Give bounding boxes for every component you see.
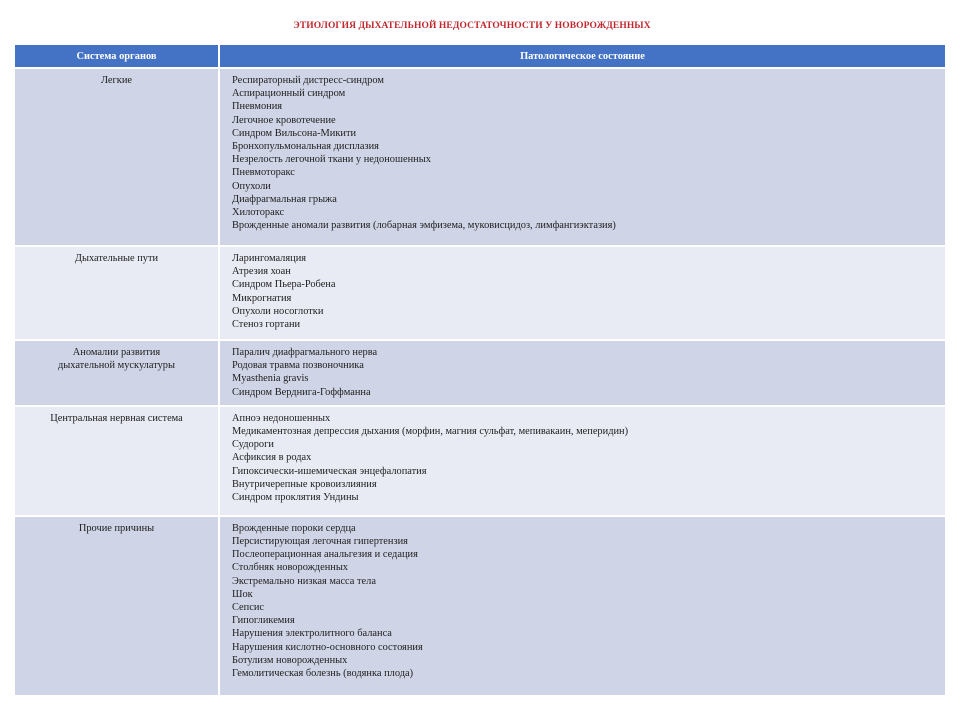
system-label: Центральная нервная система	[50, 412, 183, 424]
condition-cell	[219, 406, 945, 516]
system-label: дыхательной мускулатуры	[58, 360, 175, 372]
condition-cell	[219, 68, 945, 246]
condition-item: Атрезия хоан	[232, 266, 291, 278]
slide-title: ЭТИОЛОГИЯ ДЫХАТЕЛЬНОЙ НЕДОСТАТОЧНОСТИ У НОВОРОЖДЕННЫХ	[293, 21, 651, 31]
table-body	[15, 68, 945, 696]
condition-item: Судороги	[232, 439, 274, 451]
condition-item: Внутричерепные кровоизлияния	[232, 478, 377, 490]
condition-item: Синдром Пьера-Робена	[232, 279, 336, 291]
condition-item: Экстремально низкая масса тела	[232, 575, 376, 587]
condition-item: Нарушения кислотно-основного состояния	[232, 641, 423, 653]
system-cell	[15, 406, 219, 516]
header-condition: Патологическое состояние	[219, 45, 945, 68]
condition-item: Родовая травма позвоночника	[232, 360, 364, 372]
condition-item: Персистирующая легочная гипертензия	[232, 536, 408, 548]
condition-item: Незрелость легочной ткани у недоношенных	[232, 154, 431, 166]
condition-item: Шок	[232, 588, 253, 600]
system-label: Дыхательные пути	[74, 253, 159, 264]
table-header-row	[15, 45, 945, 68]
system-label: Аномалии развития	[72, 347, 161, 358]
system-cell	[15, 68, 219, 246]
condition-cell	[219, 516, 945, 696]
condition-item: Опухоли носоглотки	[232, 305, 324, 317]
condition-item: Врожденные пороки сердца	[232, 522, 356, 534]
table-row	[15, 246, 945, 340]
table-row	[15, 68, 945, 246]
condition-item: Респираторный дистресс-синдром	[232, 75, 384, 86]
condition-item: Послеоперационная анальгезия и седация	[232, 549, 418, 561]
condition-item: Сепсис	[232, 602, 265, 614]
condition-item: Опухоли	[232, 180, 271, 192]
condition-item: Стеноз гортани	[232, 319, 301, 331]
condition-item: Асфиксия в родах	[232, 452, 312, 464]
condition-item: Столбняк новорожденных	[232, 562, 349, 574]
condition-item: Хилоторакс	[232, 207, 285, 219]
condition-item: Аспирационный синдром	[232, 88, 346, 100]
condition-item: Синдром Вильсона-Микити	[232, 127, 357, 139]
condition-cell	[219, 246, 945, 340]
condition-item: Myasthenia gravis	[232, 373, 309, 385]
system-cell	[15, 246, 219, 340]
condition-item: Синдром проклятия Ундины	[232, 492, 359, 504]
table-row	[15, 516, 945, 696]
condition-item: Гипоксически-ишемическая энцефалопатия	[232, 465, 427, 477]
system-cell	[15, 516, 219, 696]
system-label: Прочие причины	[78, 522, 155, 534]
condition-item: Диафрагмальная грыжа	[232, 193, 337, 205]
header-system: Система органов	[15, 45, 219, 68]
condition-item: Врожденные аномали развития (лобарная эмфизема, муковисцидоз, лимфангиэктазия)	[232, 220, 616, 232]
system-label: Легкие	[100, 75, 133, 86]
table-row	[15, 340, 945, 406]
condition-item: Пневмония	[232, 101, 283, 113]
condition-item: Легочное кровотечение	[232, 114, 336, 126]
condition-item: Ботулизм новорожденных	[232, 654, 348, 666]
condition-item: Синдром Верднига-Гоффманна	[232, 386, 371, 398]
condition-item: Гипогликемия	[232, 615, 295, 627]
condition-item: Пневмоторакс	[232, 167, 295, 179]
system-cell	[15, 340, 219, 406]
condition-item: Ларингомаляция	[232, 253, 307, 264]
condition-item: Гемолитическая болезнь (водянка плода)	[232, 668, 414, 680]
condition-cell	[219, 340, 945, 406]
condition-item: Медикаментозная депрессия дыхания (морфин, магния сульфат, мепивакаин, меперидин)	[232, 426, 629, 438]
table-row	[15, 406, 945, 516]
condition-item: Микрогнатия	[232, 292, 292, 304]
condition-item: Нарушения электролитного баланса	[232, 628, 392, 640]
condition-item: Апноэ недоношенных	[232, 412, 331, 424]
condition-item: Паралич диафрагмального нерва	[232, 347, 378, 358]
etiology-table	[15, 45, 945, 697]
condition-item: Бронхопульмональная дисплазия	[232, 141, 379, 153]
